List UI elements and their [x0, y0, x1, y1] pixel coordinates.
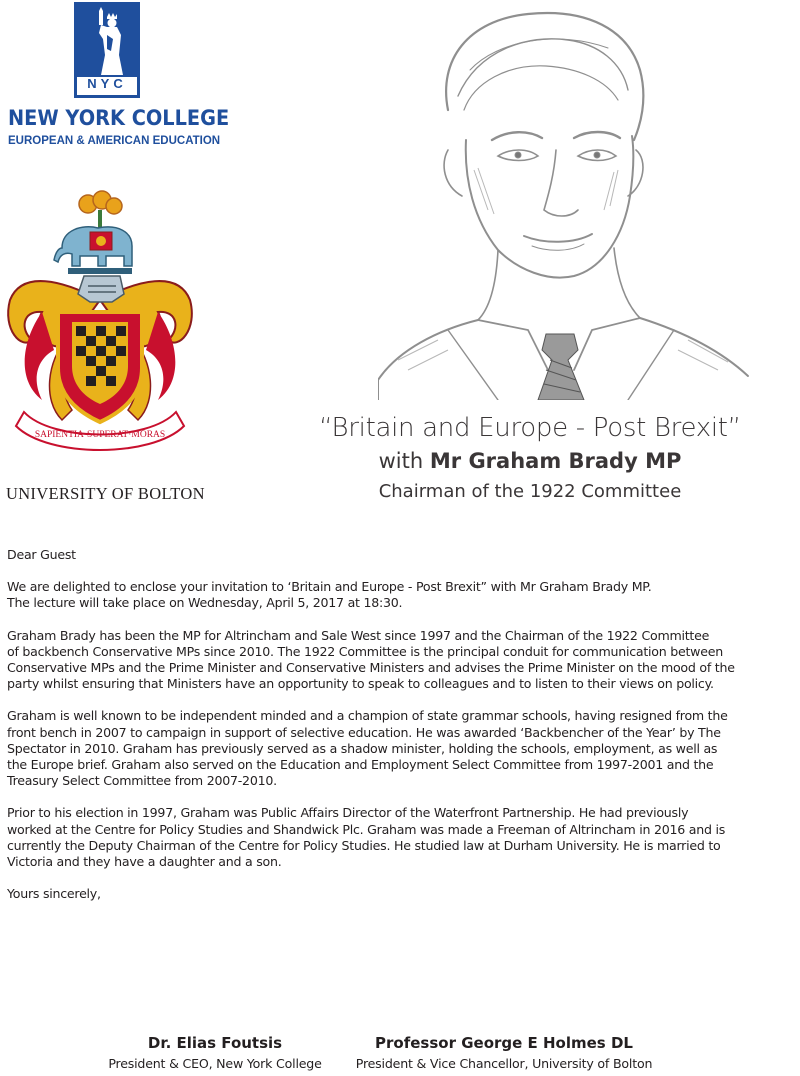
- closing: Yours sincerely,: [7, 886, 101, 902]
- new-york-college-logo: [8, 2, 230, 152]
- speaker-name: Mr Graham Brady MP: [429, 449, 682, 473]
- signatory-name: Dr. Elias Foutsis: [147, 1034, 283, 1052]
- signatory-title: President & CEO, New York College: [108, 1056, 322, 1071]
- paragraph-career: Graham is well known to be independent minded and a champion of state grammar schools, having resigned from the front bench in 2007 to campaign in support of selective education. He was awarded ‘Backbencher of the Year’ by The Spectator in 2010. Graham has previously served as a shadow minister, holding the schools, employment, as well as the Europe brief. Graham also served on the Education and Employment Select Committee from 1997-2001 and the Treasury Select Committee from 2007-2010.: [7, 708, 728, 789]
- lecture-title: “Britain and Europe - Post Brexit”: [319, 413, 741, 443]
- paragraph-invitation: We are delighted to enclose your invitation to ‘Britain and Europe - Post Brexit” with Mr Graham Brady MP. The lecture will take place on Wednesday, April 5, 2017 at 18:30.: [7, 579, 652, 611]
- signatory-1: [92, 1034, 338, 1071]
- speaker-portrait-sketch: [378, 0, 758, 400]
- with-label: with: [378, 449, 424, 473]
- speaker-role: Chairman of the 1922 Committee: [378, 481, 682, 502]
- signatory-title: President & Vice Chancellor, University of Bolton: [355, 1056, 653, 1071]
- speaker-line: [300, 449, 760, 473]
- college-name: NEW YORK COLLEGE: [8, 106, 230, 130]
- signatory-2: [344, 1034, 664, 1071]
- statue-of-liberty-emblem: [74, 2, 140, 98]
- paragraph-biography: Graham Brady has been the MP for Altrincham and Sale West since 1997 and the Chairman of the 1922 Committee of backbench Conservative MPs since 2010. The 1922 Committee is the principal conduit for communication between Conservative MPs and the Prime Minister and Conservative Ministers and advises the Prime Minister on the mood of the party whilst ensuring that Ministers have an opportunity to speak to colleagues and to listen to their views on policy.: [7, 627, 735, 692]
- university-name: UNIVERSITY OF BOLTON: [6, 484, 205, 503]
- crest-motto: SAPIENTIA·SUPERAT·MORAS: [34, 430, 166, 440]
- university-of-bolton-crest: [2, 190, 198, 458]
- signatory-name: Professor George E Holmes DL: [375, 1034, 633, 1052]
- greeting: Dear Guest: [7, 547, 76, 562]
- nyc-letters: NYC: [87, 76, 127, 91]
- college-tagline: EUROPEAN & AMERICAN EDUCATION: [8, 135, 221, 147]
- letter-body: [7, 547, 767, 918]
- paragraph-background: Prior to his election in 1997, Graham was Public Affairs Director of the Waterfront Partnership. He had previously worked at the Centre for Policy Studies and Shandwick Plc. Graham was made a Freeman of Altrincham in 2016 and is currently the Deputy Chairman of the Centre for Policy Studies. He studied law at Durham University. He is married to Victoria and they have a daughter and a son.: [7, 805, 726, 870]
